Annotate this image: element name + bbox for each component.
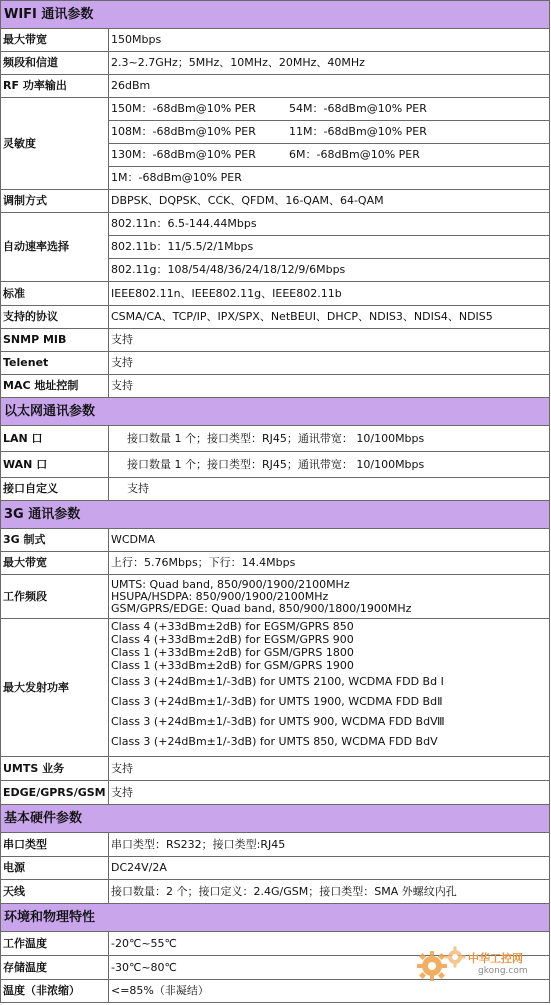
wifi-bandwidth-value: 150Mbps (109, 29, 550, 52)
ethernet-lan-label: LAN 口 (1, 426, 109, 452)
env-work-temp-label: 工作温度 (1, 932, 109, 956)
sensitivity-cell: 54M：-68dBm@10% PER (289, 102, 427, 115)
section-3g-header: 3G 通讯参数 (1, 501, 550, 529)
sensitivity-row (109, 144, 550, 167)
wifi-modulation-label: 调制方式 (1, 190, 109, 213)
ethernet-lan-value: 接口数量 1 个；接口类型：RJ45；通讯带宽： 10/100Mbps (109, 426, 550, 452)
wifi-mac-label: MAC 地址控制 (1, 375, 109, 398)
section-wifi-header: WIFI 通讯参数 (1, 1, 550, 29)
sensitivity-row (109, 121, 550, 144)
g3-freq-label: 工作频段 (1, 575, 109, 619)
g3-umts-value: 支持 (109, 757, 550, 781)
g3-bandwidth-value: 上行：5.76Mbps；下行：14.4Mbps (109, 552, 550, 575)
section-hardware-header: 基本硬件参数 (1, 805, 550, 833)
ethernet-wan-label: WAN 口 (1, 452, 109, 478)
sensitivity-row (109, 167, 550, 190)
freq-line: UMTS: Quad band, 850/900/1900/2100MHz (111, 577, 350, 591)
watermark-url: gkong.com (478, 966, 528, 976)
ethernet-wan-value: 接口数量 1 个；接口类型：RJ45；通讯带宽： 10/100Mbps (109, 452, 550, 478)
power-line: Class 4 (+33dBm±2dB) for EGSM/GPRS 850 (111, 620, 354, 633)
sensitivity-cell: 130M：-68dBm@10% PER (111, 148, 256, 161)
wifi-sensitivity-label: 灵敏度 (1, 98, 109, 190)
power-line: Class 1 (+33dBm±2dB) for GSM/GPRS 1800 (111, 646, 354, 659)
env-work-temp-value: -20℃~55℃ (109, 932, 550, 956)
g3-power-label: 最大发射功率 (1, 619, 109, 757)
env-store-temp-value: -30℃~80℃ (109, 956, 550, 980)
rate-row: 802.11n：6.5-144.44Mbps (109, 213, 550, 236)
rate-row: 802.11b：11/5.5/2/1Mbps (109, 236, 550, 259)
ethernet-custom-label: 接口自定义 (1, 478, 109, 501)
wifi-rf-label: RF 功率输出 (1, 75, 109, 98)
wifi-band-label: 频段和信道 (1, 52, 109, 75)
wifi-snmp-label: SNMP MIB (1, 329, 109, 352)
wifi-telenet-label: Telenet (1, 352, 109, 375)
hw-power-value: DC24V/2A (109, 857, 550, 880)
hw-antenna-value: 接口数量：2 个；接口定义：2.4G/GSM；接口类型：SMA 外螺纹内孔 (109, 880, 550, 904)
sensitivity-cell: 1M：-68dBm@10% PER (111, 171, 242, 184)
env-store-temp-label: 存储温度 (1, 956, 109, 980)
watermark-title: 中华工控网 (468, 952, 523, 965)
wifi-standard-label: 标准 (1, 282, 109, 306)
env-humidity-value: <=85%（非凝结） (109, 980, 550, 1003)
section-environment-header: 环境和物理特性 (1, 904, 550, 932)
sensitivity-cell: 6M：-68dBm@10% PER (289, 148, 420, 161)
g3-power-value (109, 619, 550, 757)
hw-antenna-label: 天线 (1, 880, 109, 904)
g3-freq-value (109, 575, 550, 619)
hw-power-label: 电源 (1, 857, 109, 880)
wifi-mac-value: 支持 (109, 375, 550, 398)
wifi-bandwidth-label: 最大带宽 (1, 29, 109, 52)
wifi-rf-value: 26dBm (109, 75, 550, 98)
power-line: Class 3 (+24dBm±1/-3dB) for UMTS 1900, WCDMA FDD BdⅡ (111, 695, 443, 708)
sensitivity-cell: 150M：-68dBm@10% PER (111, 102, 256, 115)
g3-umts-label: UMTS 业务 (1, 757, 109, 781)
hw-serial-label: 串口类型 (1, 833, 109, 857)
sensitivity-cell: 11M：-68dBm@10% PER (289, 125, 427, 138)
g3-standard-label: 3G 制式 (1, 529, 109, 552)
freq-line: HSUPA/HSDPA: 850/900/1900/2100MHz (111, 589, 329, 603)
power-line: Class 4 (+33dBm±2dB) for EGSM/GPRS 900 (111, 633, 354, 646)
hw-serial-value: 串口类型：RS232；接口类型:RJ45 (109, 833, 550, 857)
power-line: Class 3 (+24dBm±1/-3dB) for UMTS 850, WCDMA FDD BdⅤ (111, 735, 438, 748)
ethernet-custom-value: 支持 (109, 478, 550, 501)
freq-line: GSM/GPRS/EDGE: Quad band, 850/900/1800/1900MHz (111, 601, 412, 615)
g3-bandwidth-label: 最大带宽 (1, 552, 109, 575)
wifi-standard-value: IEEE802.11n、IEEE802.11g、IEEE802.11b (109, 282, 550, 306)
wifi-protocol-label: 支持的协议 (1, 306, 109, 329)
g3-edge-value: 支持 (109, 781, 550, 805)
g3-edge-label: EDGE/GPRS/GSM (1, 781, 109, 805)
wifi-protocol-value: CSMA/CA、TCP/IP、IPX/SPX、NetBEUI、DHCP、NDIS3、NDIS4、NDIS5 (109, 306, 550, 329)
rate-row: 802.11g：108/54/48/36/24/18/12/9/6Mbps (109, 259, 550, 282)
power-line: Class 3 (+24dBm±1/-3dB) for UMTS 900, WCDMA FDD BdⅧ (111, 715, 445, 728)
sensitivity-row (109, 98, 550, 121)
wifi-band-value: 2.3~2.7GHz；5MHz、10MHz、20MHz、40MHz (109, 52, 550, 75)
wifi-telenet-value: 支持 (109, 352, 550, 375)
section-ethernet-header: 以太网通讯参数 (1, 398, 550, 426)
env-humidity-label: 温度（非浓缩） (1, 980, 109, 1003)
wifi-modulation-value: DBPSK、DQPSK、CCK、QFDM、16-QAM、64-QAM (109, 190, 550, 213)
power-line: Class 1 (+33dBm±2dB) for GSM/GPRS 1900 (111, 659, 354, 672)
power-line: Class 3 (+24dBm±1/-3dB) for UMTS 2100, WCDMA FDD Bd Ⅰ (111, 675, 444, 688)
g3-standard-value: WCDMA (109, 529, 550, 552)
wifi-rate-label: 自动速率选择 (1, 213, 109, 282)
sensitivity-cell: 108M：-68dBm@10% PER (111, 125, 256, 138)
wifi-snmp-value: 支持 (109, 329, 550, 352)
